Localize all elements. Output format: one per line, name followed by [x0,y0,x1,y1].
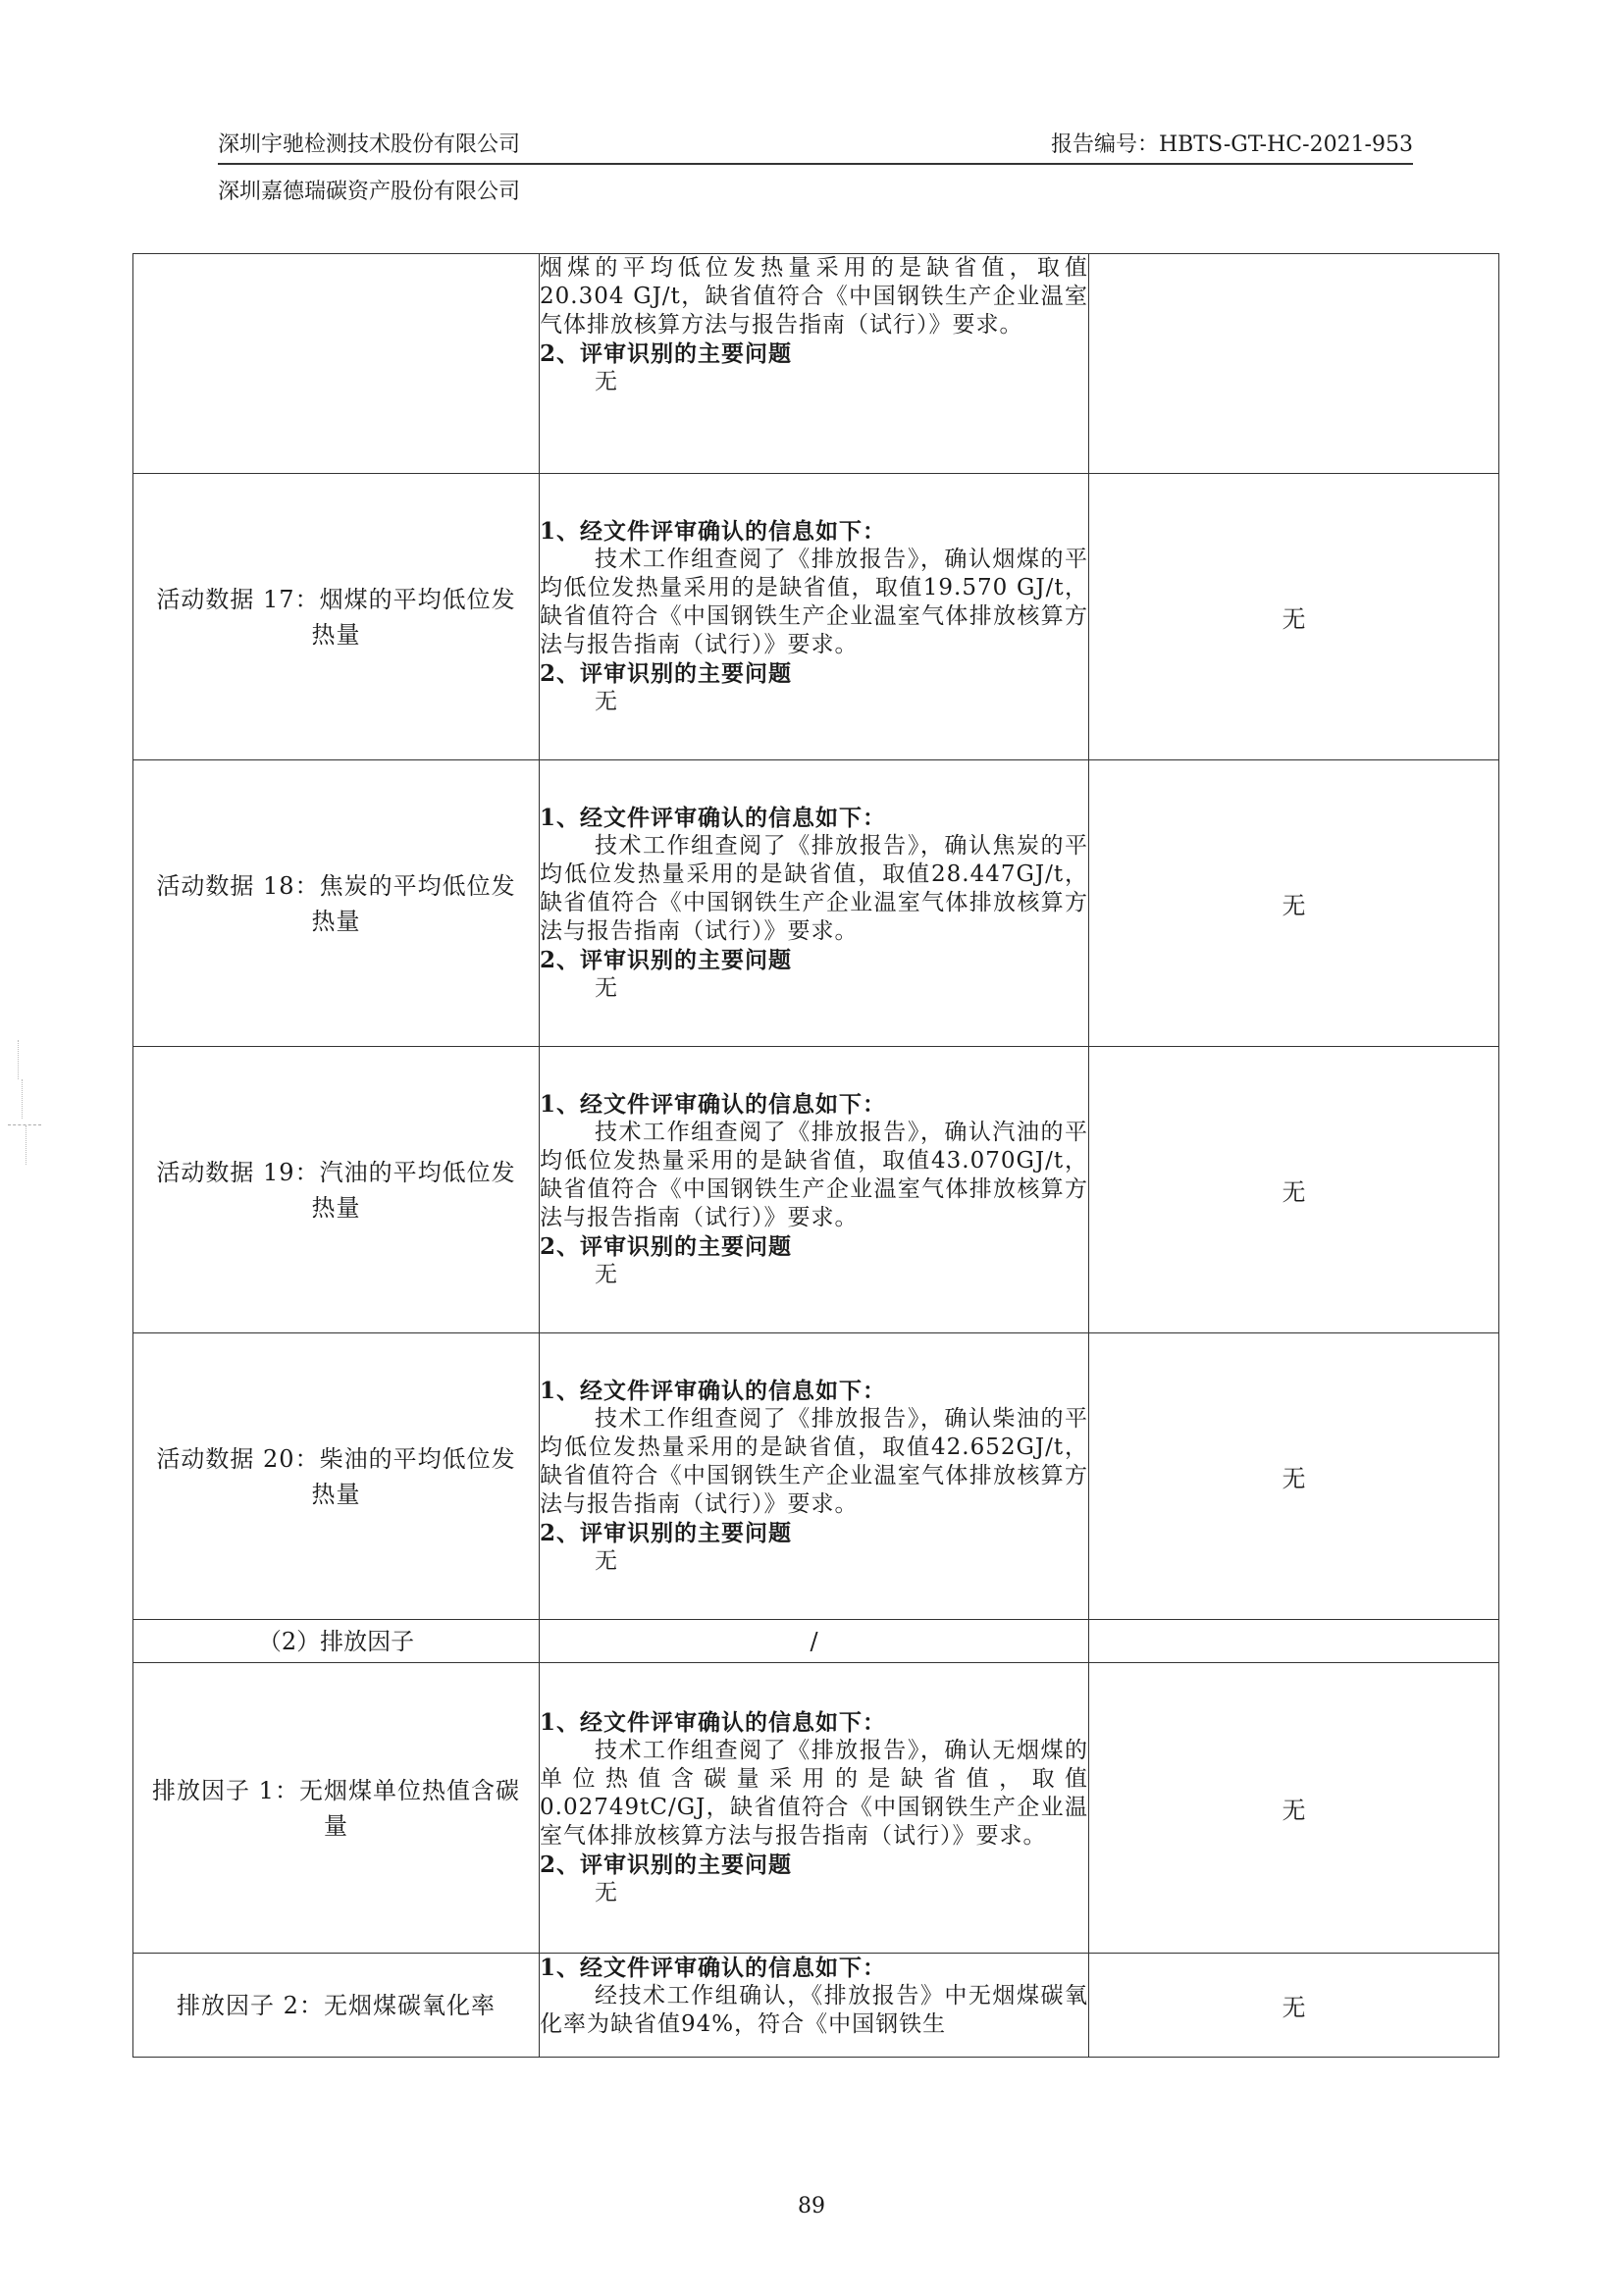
detail-cell [540,254,1089,474]
item-cell [133,760,540,1047]
table-row [133,760,1499,1047]
detail-paragraph: 烟煤的平均低位发热量采用的是缺省值，取值20.304 GJ/t，缺省值符合《中国钢铁生产企业温室气体排放核算方法与报告指南（试行）》要求。 [540,255,1088,338]
detail-paragraph: 技术工作组查阅了《排放报告》，确认汽油的平均低位发热量采用的是缺省值，取值43.070GJ/t，缺省值符合《中国钢铁生产企业温室气体排放核算方法与报告指南（试行）》要求。 [540,1120,1088,1230]
confirmed-heading: 1、经文件评审确认的信息如下： [540,518,887,545]
confirmed-heading: 1、经文件评审确认的信息如下： [540,1955,887,1981]
issues-heading: 2、评审识别的主要问题 [540,340,793,367]
issues-heading: 2、评审识别的主要问题 [540,1852,793,1878]
table-row [133,474,1499,760]
table-row [133,1333,1499,1620]
confirmed-heading: 1、经文件评审确认的信息如下： [540,1378,887,1404]
detail-paragraph: 技术工作组查阅了《排放报告》，确认无烟煤的单位热值含碳量采用的是缺省值，取值0.02749tC/GJ，缺省值符合《中国钢铁生产企业温室气体排放核算方法与报告指南（试行）》要求。 [540,1738,1088,1849]
page-header [218,128,1413,204]
issues-value: 无 [595,689,617,714]
item-cell [133,1047,540,1333]
header-rule [218,163,1413,165]
detail-cell [540,474,1089,760]
item-cell [133,1333,540,1620]
table-row [133,1663,1499,1954]
result-cell: 无 [1089,1663,1499,1954]
company-name-2: 深圳嘉德瑞碳资产股份有限公司 [218,180,521,204]
detail-paragraph: 技术工作组查阅了《排放报告》，确认柴油的平均低位发热量采用的是缺省值，取值42.652GJ/t，缺省值符合《中国钢铁生产企业温室气体排放核算方法与报告指南（试行）》要求。 [540,1406,1088,1517]
item-cell [133,474,540,760]
item-label-line: 活动数据 17：烟煤的平均低位发 [156,585,516,613]
scan-binding-marks [8,1040,47,1165]
confirmed-heading: 1、经文件评审确认的信息如下： [540,1091,887,1118]
detail-cell [540,1954,1089,2058]
issues-value: 无 [595,1262,617,1287]
item-cell [133,1954,540,2058]
item-cell [133,1663,540,1954]
detail-cell [540,1663,1089,1954]
detail-cell [540,760,1089,1047]
item-label-line: 排放因子 2：无烟煤碳氧化率 [177,1991,496,2019]
confirmed-heading: 1、经文件评审确认的信息如下： [540,1709,887,1736]
report-number: 报告编号：HBTS-GT-HC-2021-953 [1050,132,1413,157]
result-cell: 无 [1089,1954,1499,2058]
company-name-1: 深圳宇驰检测技术股份有限公司 [218,132,521,157]
detail-cell [540,1047,1089,1333]
detail-paragraph: 技术工作组查阅了《排放报告》，确认烟煤的平均低位发热量采用的是缺省值，取值19.570 GJ/t，缺省值符合《中国钢铁生产企业温室气体排放核算方法与报告指南（试行）》要求。 [540,547,1088,657]
item-label-line: 排放因子 1：无烟煤单位热值含碳 [152,1776,520,1804]
review-table [132,253,1499,2058]
section-title: （2）排放因子 [133,1620,540,1663]
issues-heading: 2、评审识别的主要问题 [540,1520,793,1546]
issues-value: 无 [595,975,617,1001]
item-label-line: 热量 [311,907,361,935]
issues-value: 无 [595,1880,617,1905]
item-label-line: 热量 [311,620,361,649]
detail-cell [540,1333,1089,1620]
issues-heading: 2、评审识别的主要问题 [540,947,793,973]
table-row [133,254,1499,474]
section-result [1089,1620,1499,1663]
issues-value: 无 [595,369,617,394]
table-row [133,1954,1499,2058]
detail-paragraph: 技术工作组查阅了《排放报告》，确认焦炭的平均低位发热量采用的是缺省值，取值28.447GJ/t，缺省值符合《中国钢铁生产企业温室气体排放核算方法与报告指南（试行）》要求。 [540,833,1088,944]
section-detail: / [540,1620,1089,1663]
detail-paragraph: 经技术工作组确认，《排放报告》中无烟煤碳氧化率为缺省值94%，符合《中国钢铁生 [540,1983,1088,2037]
issues-heading: 2、评审识别的主要问题 [540,660,793,687]
result-cell: 无 [1089,760,1499,1047]
item-label-line: 热量 [311,1193,361,1222]
issues-value: 无 [595,1548,617,1574]
result-cell: 无 [1089,1333,1499,1620]
item-label-line: 活动数据 19：汽油的平均低位发 [156,1158,516,1186]
item-cell [133,254,540,474]
item-label-line: 热量 [311,1480,361,1508]
section-row [133,1620,1499,1663]
item-label-line: 活动数据 18：焦炭的平均低位发 [156,871,516,900]
confirmed-heading: 1、经文件评审确认的信息如下： [540,805,887,831]
page-number: 89 [798,2194,825,2218]
item-label-line: 量 [324,1811,348,1840]
result-cell [1089,254,1499,474]
item-label-line: 活动数据 20：柴油的平均低位发 [156,1444,516,1473]
result-cell: 无 [1089,1047,1499,1333]
issues-heading: 2、评审识别的主要问题 [540,1233,793,1260]
result-cell: 无 [1089,474,1499,760]
table-row [133,1047,1499,1333]
